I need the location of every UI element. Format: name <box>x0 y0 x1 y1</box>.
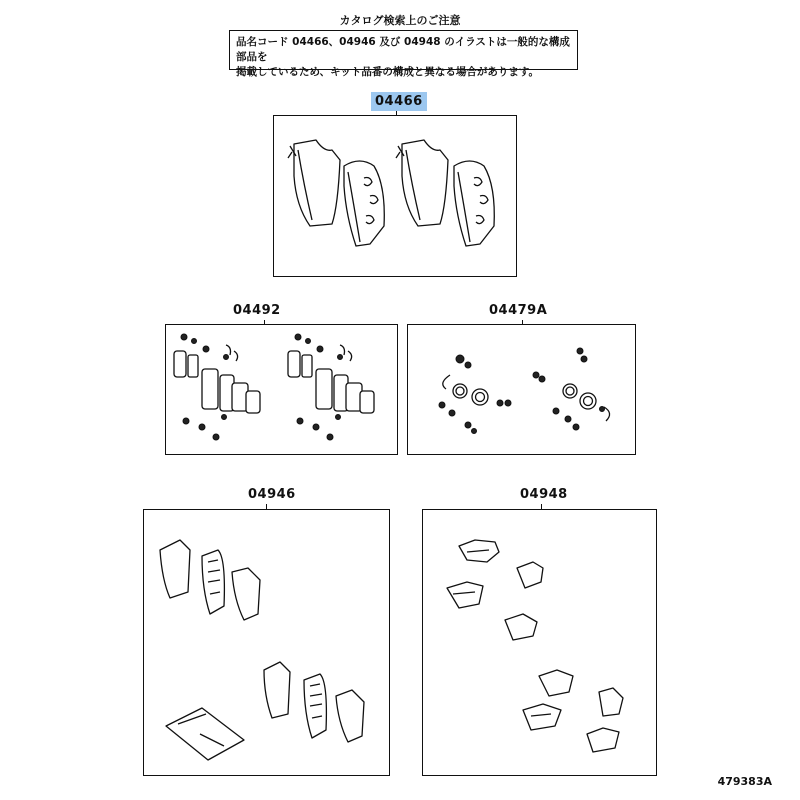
panel-04479A[interactable] <box>407 324 636 455</box>
seal-group-right <box>533 348 610 430</box>
notice-line-2: 掲載しているため、キット品番の構成と異なる場合があります。 <box>236 66 540 78</box>
pad-kit-illustration <box>166 325 399 456</box>
clip-group-lower <box>523 670 623 752</box>
seal-group-left <box>439 355 511 434</box>
notice-title: カタログ検索上のご注意 <box>339 14 461 27</box>
part-label-04492[interactable]: 04492 <box>233 303 281 318</box>
part-label-04946[interactable]: 04946 <box>248 487 296 502</box>
panel-04948[interactable] <box>422 509 657 776</box>
shim-set-lower <box>264 662 364 742</box>
brake-pad-illustration <box>274 116 518 278</box>
shim-kit-illustration <box>144 510 391 777</box>
part-label-04466[interactable]: 04466 <box>371 92 427 111</box>
kit-group-right <box>288 334 374 440</box>
part-label-04948[interactable]: 04948 <box>520 487 568 502</box>
clip-group-upper <box>447 540 543 640</box>
pad-support-plate-illustration <box>423 510 658 777</box>
panel-04492[interactable] <box>165 324 398 455</box>
shim-set-upper <box>160 540 260 620</box>
notice-box <box>229 30 578 78</box>
caliper-seal-kit-illustration <box>408 325 637 456</box>
grease-packet <box>166 708 244 760</box>
panel-04466[interactable] <box>273 115 517 277</box>
notice-line-1: 品名コード 04466、04946 及び 04948 のイラストは一般的な構成部品を <box>236 36 570 63</box>
diagram-reference-number: 479383A <box>717 775 772 788</box>
kit-group-left <box>174 334 260 440</box>
panel-04946[interactable] <box>143 509 390 776</box>
part-label-04479A[interactable]: 04479A <box>489 303 548 318</box>
